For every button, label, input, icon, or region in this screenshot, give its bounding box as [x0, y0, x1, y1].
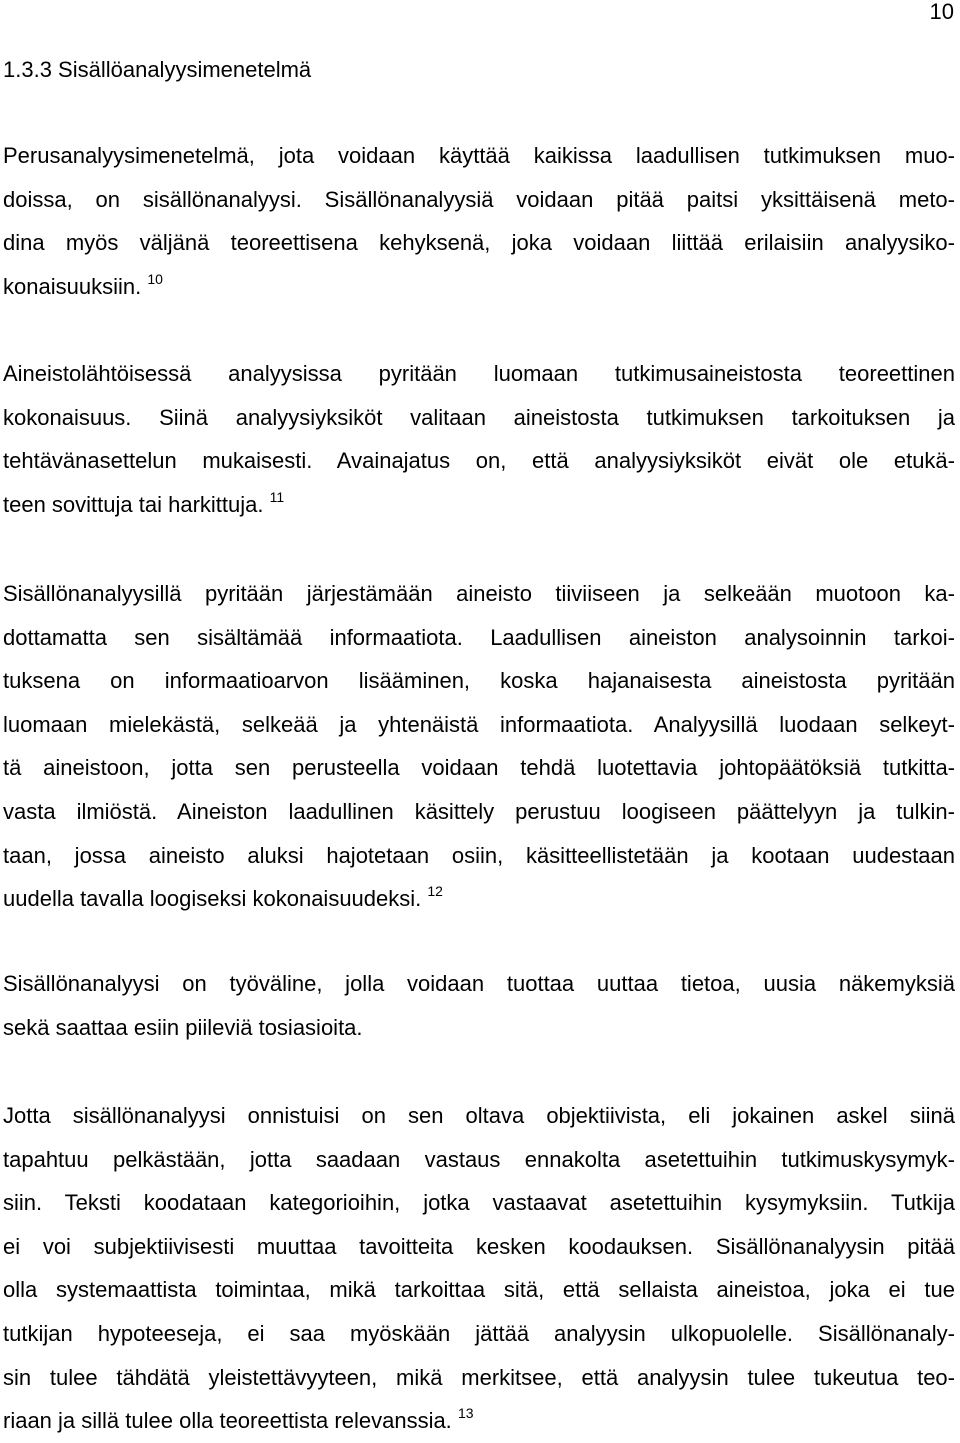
text-line: tuksena on informaatioarvon lisääminen, koska hajanaisesta aineistosta pyritään [3, 668, 955, 694]
text-line: taan, jossa aineisto aluksi hajotetaan osiin, käsitteellistetään ja kootaan uudestaan [3, 842, 955, 868]
paragraph [3, 962, 955, 1049]
text-line: tä aineistoon, jotta sen perusteella voidaan tehdä luotettavia johtopäätöksiä tutkitta- [3, 755, 955, 781]
footnote-marker: 12 [427, 883, 443, 900]
section-heading: 1.3.3 Sisällöanalyysimenetelmä [3, 57, 312, 82]
footnote-marker: 10 [147, 270, 163, 287]
paragraph [3, 134, 955, 308]
text-line: tutkijan hypoteeseja, ei saa myöskään jättää analyysin ulkopuolelle. Sisällönanaly- [3, 1320, 955, 1346]
text-line: Jotta sisällönanalyysi onnistuisi on sen oltava objektiivista, eli jokainen askel siinä [3, 1103, 955, 1128]
text-line: kokonaisuus. Siinä analyysiyksiköt valitaan aineistosta tutkimuksen tarkoituksen ja [3, 404, 955, 430]
text-line: Perusanalyysimenetelmä, jota voidaan käyttää kaikissa laadullisen tutkimuksen muo- [3, 143, 955, 168]
footnote-marker: 13 [457, 1405, 474, 1422]
text-line: vasta ilmiöstä. Aineiston laadullinen käsittely perustuu loogiseen päättelyyn ja tulkin- [3, 798, 955, 824]
text-line: luomaan mielekästä, selkeää ja yhtenäistä informaatiota. Analyysillä luodaan selkeyt- [3, 711, 955, 737]
text-line-content: riaan ja sillä tulee olla teoreettista relevanssia. [3, 1408, 452, 1434]
text-line-content: teen sovittuja tai harkittuja. [3, 491, 264, 517]
text-line: tehtävänasettelun mukaisesti. Avainajatus on, että analyysiyksiköt eivät ole etukä- [3, 448, 955, 474]
text-line: dottamatta sen sisältämää informaatiota. Laadullisen aineiston analysoinnin tarkoi- [3, 624, 955, 650]
page-number: 10 [929, 0, 954, 24]
text-line-content: uudella tavalla loogiseksi kokonaisuudeksi. [3, 886, 422, 912]
text-line: sekä saattaa esiin piileviä tosiasioita. [3, 1014, 363, 1040]
text-line [3, 877, 955, 921]
footnote-marker: 11 [269, 488, 285, 505]
text-line-content: konaisuuksiin. [3, 273, 142, 299]
text-line [3, 1399, 955, 1443]
text-line: dina myös väljänä teoreettisena kehyksenä, joka voidaan liittää erilaisiin analyysiko- [3, 230, 955, 256]
text-line: siin. Teksti koodataan kategorioihin, jotka vastaavat asetettuihin kysymyksiin. Tutkija [3, 1190, 955, 1216]
text-line: olla systemaattista toimintaa, mikä tarkoittaa sitä, että sellaista aineistoa, joka ei tue [3, 1277, 955, 1303]
paragraph [3, 1094, 955, 1443]
text-line: tapahtuu pelkästään, jotta saadaan vastaus ennakolta asetettuihin tutkimuskysymyk- [3, 1146, 955, 1172]
text-line [3, 483, 955, 527]
text-line: Aineistolähtöisessä analyysissa pyritään luomaan tutkimusaineistosta teoreettinen [3, 361, 955, 386]
text-line: ei voi subjektiivisesti muuttaa tavoitteita kesken koodauksen. Sisällönanalyysin pitää [3, 1233, 955, 1259]
paragraph [3, 572, 955, 921]
text-line: sin tulee tähdätä yleistettävyyteen, mikä merkitsee, että analyysin tulee tukeutua teo- [3, 1364, 955, 1390]
text-line: Sisällönanalyysi on työväline, jolla voidaan tuottaa uuttaa tietoa, uusia näkemyksiä [3, 971, 955, 996]
text-line: Sisällönanalyysillä pyritään järjestämään aineisto tiiviiseen ja selkeään muotoon ka- [3, 581, 955, 606]
text-line [3, 265, 955, 309]
text-line: doissa, on sisällönanalyysi. Sisällönanalyysiä voidaan pitää paitsi yksittäisenä meto- [3, 186, 955, 212]
paragraph [3, 352, 955, 526]
